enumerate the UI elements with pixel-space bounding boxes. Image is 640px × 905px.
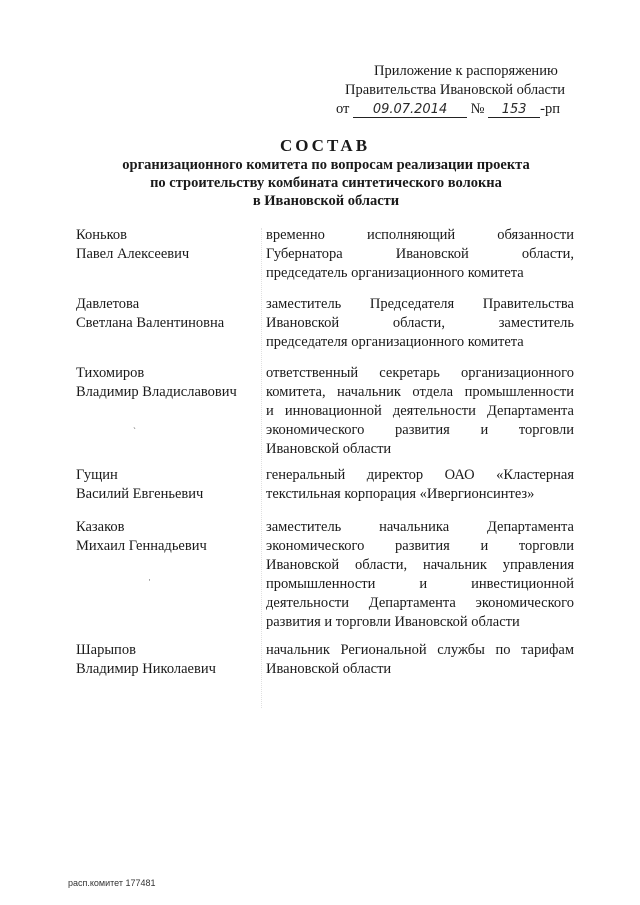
role-line: экономического развития и торговли: [266, 422, 574, 438]
role-line: экономического развития и торговли: [266, 538, 574, 554]
member-role: [266, 641, 574, 679]
member-given-names: Светлана Валентиновна: [76, 315, 225, 331]
title-subline-2: по строительству комбината синтетического волокна: [150, 175, 502, 191]
role-line: генеральный директор ОАО «Кластерная: [266, 467, 574, 483]
member-surname: Казаков: [76, 519, 125, 535]
member-role: [266, 364, 574, 459]
member-name: [76, 364, 256, 402]
footer-reference: расп.комитет 177481: [68, 878, 156, 888]
role-line: временно исполняющий обязанности: [266, 227, 574, 243]
member-role: [266, 226, 574, 283]
member-given-names: Михаил Геннадьевич: [76, 538, 207, 554]
role-line: Ивановской области: [266, 661, 392, 677]
member-surname: Шарыпов: [76, 642, 136, 658]
member-name: [76, 641, 256, 679]
title-subline-3: в Ивановской области: [252, 193, 400, 209]
column-divider: [261, 228, 263, 708]
title-block: [0, 137, 640, 210]
approval-number: [488, 102, 540, 118]
approval-block: [336, 62, 576, 119]
role-line: деятельности Департамента экономического: [266, 595, 574, 611]
member-role: [266, 466, 574, 504]
role-line: председатель организационного комитета: [266, 265, 524, 281]
member-surname: Коньков: [76, 227, 127, 243]
member-name: [76, 295, 256, 333]
document-title: СОСТАВ: [279, 136, 371, 155]
member-surname: Гущин: [76, 467, 118, 483]
from-label: от: [336, 101, 350, 117]
role-line: и инновационной деятельности Департамента: [266, 403, 574, 419]
number-label: №: [470, 101, 485, 117]
role-line: Ивановской области: [266, 441, 392, 457]
approval-line-2: Правительства Ивановской области: [345, 82, 566, 98]
approval-number-value: 153: [501, 102, 527, 117]
role-line: Ивановской области, заместитель: [266, 315, 574, 331]
member-name: [76, 518, 256, 556]
member-given-names: Владимир Владиславович: [76, 384, 237, 400]
member-role: [266, 295, 574, 352]
title-subline-1: организационного комитета по вопросам реализации проекта: [122, 157, 530, 173]
approval-date: [353, 102, 467, 118]
member-name: [76, 226, 256, 264]
role-line: текстильная корпорация «Ивергионсинтез»: [266, 486, 535, 502]
role-line: Ивановской области, начальник управления: [266, 557, 574, 573]
member-name: [76, 466, 256, 504]
approval-date-value: 09.07.2014: [372, 102, 448, 117]
role-line: комитета, начальник отдела промышленности: [266, 384, 574, 400]
member-surname: Давлетова: [76, 296, 140, 312]
scan-speck: ·: [148, 575, 151, 585]
role-line: промышленности и инвестиционной: [266, 576, 574, 592]
member-surname: Тихомиров: [76, 365, 145, 381]
approval-line-1: Приложение к распоряжению: [374, 63, 558, 79]
member-given-names: Василий Евгеньевич: [76, 486, 204, 502]
approval-date-number-line: [336, 100, 576, 119]
role-line: председателя организационного комитета: [266, 334, 524, 350]
member-given-names: Павел Алексеевич: [76, 246, 190, 262]
role-line: Губернатора Ивановской области,: [266, 246, 574, 262]
role-line: заместитель Председателя Правительства: [266, 296, 574, 312]
scan-speck: `: [133, 426, 136, 436]
role-line: заместитель начальника Департамента: [266, 519, 574, 535]
role-line: развития и торговли Ивановской области: [266, 614, 520, 630]
number-suffix: -рп: [540, 101, 560, 117]
member-given-names: Владимир Николаевич: [76, 661, 216, 677]
member-role: [266, 518, 574, 632]
role-line: ответственный секретарь организационного: [266, 365, 574, 381]
role-line: начальник Региональной службы по тарифам: [266, 642, 574, 658]
